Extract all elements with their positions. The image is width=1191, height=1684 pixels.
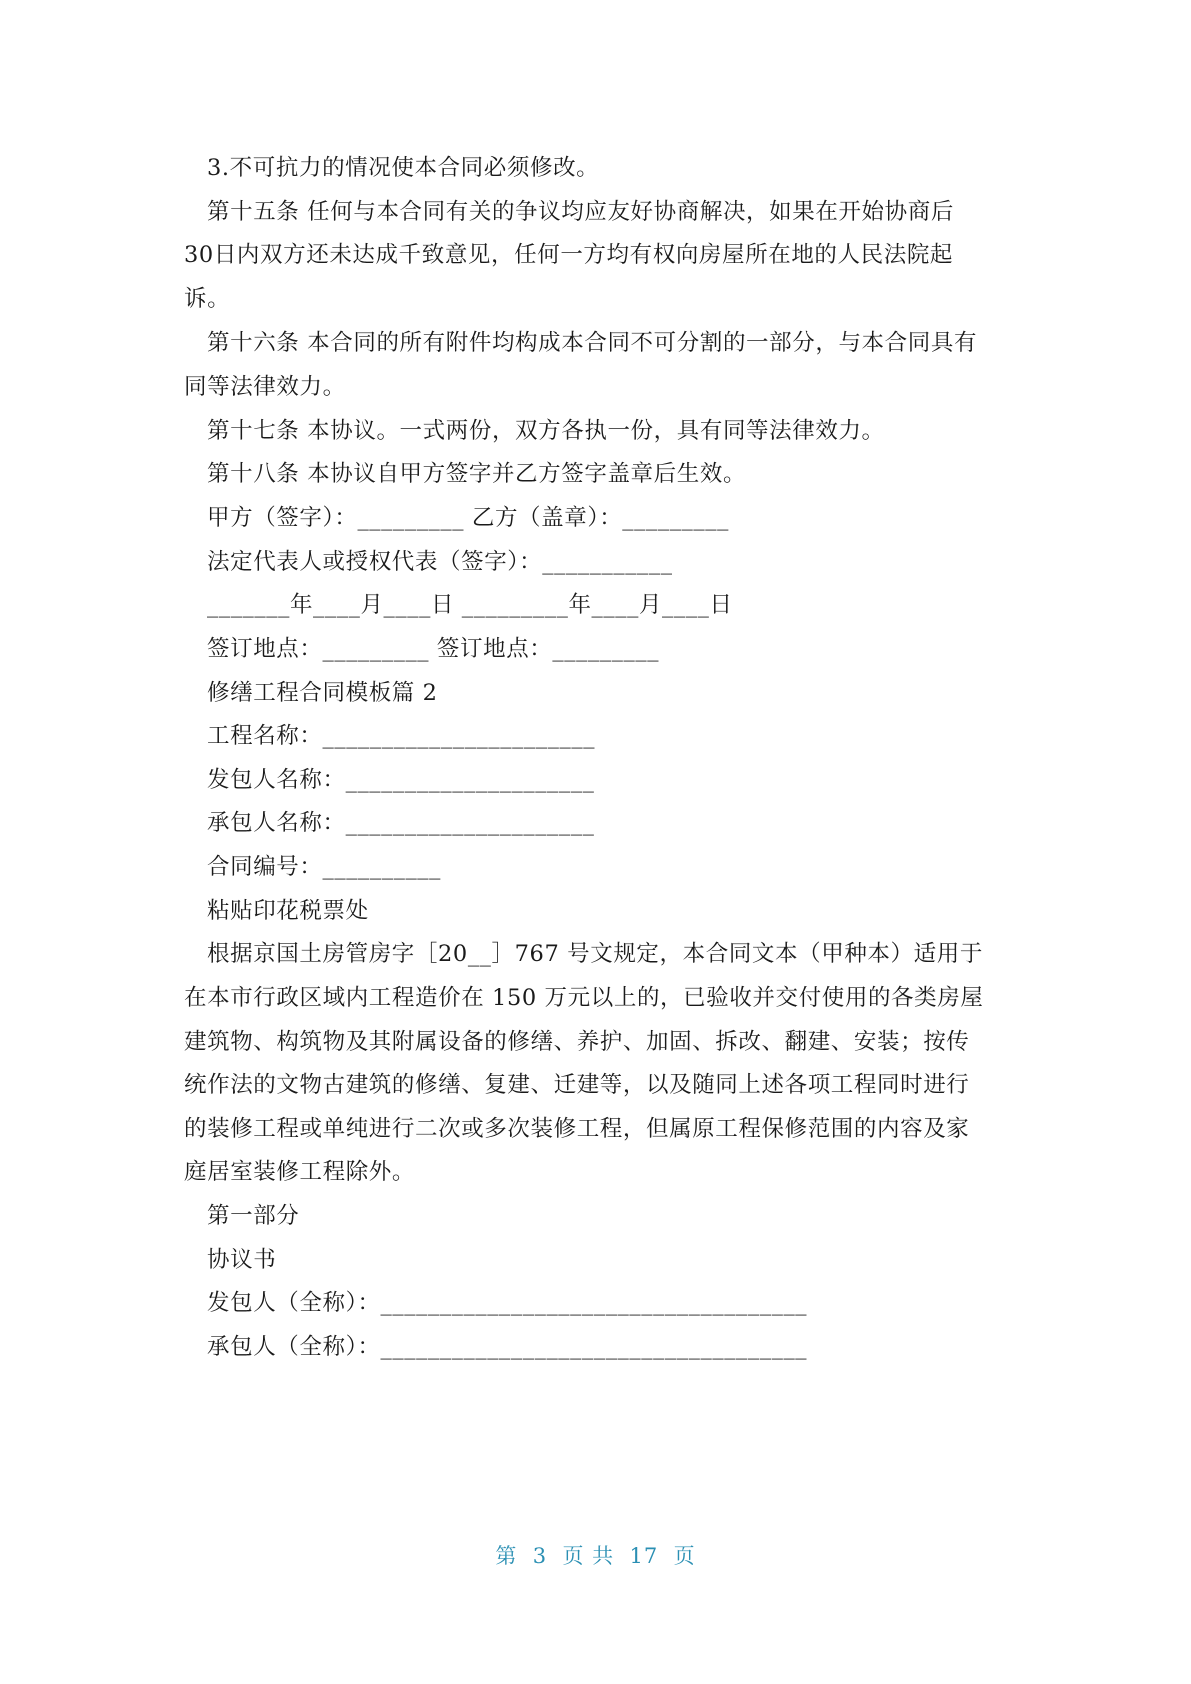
page-number: 第 3 页 共 17 页 [495,1544,696,1568]
text-line: 第十七条 本协议。一式两份，双方各执一份，具有同等法律效力。 [207,418,885,444]
text-line: 在本市行政区域内工程造价在 150 万元以上的，已验收并交付使用的各类房屋 [184,985,984,1011]
date-line: _______年____月____日 _________年____月____日 [207,592,733,618]
text-line: 诉。 [184,286,231,312]
text-line: 第十五条 任何与本合同有关的争议均应友好协商解决，如果在开始协商后 [207,199,954,225]
form-field: 合同编号：__________ [207,854,442,880]
form-field: 发包人名称：_____________________ [207,767,595,793]
section-heading: 协议书 [207,1247,277,1273]
form-field: 承包人名称：_____________________ [207,810,595,836]
text-line: 30日内双方还未达成千致意见，任何一方均有权向房屋所在地的人民法院起 [184,242,954,268]
form-field: 承包人（全称）：____________________________________ [207,1334,808,1360]
signature-line: 法定代表人或授权代表（签字）：___________ [207,549,673,575]
form-field: 工程名称：_______________________ [207,723,596,749]
section-heading: 第一部分 [207,1203,300,1229]
text-line: 的装修工程或单纯进行二次或多次装修工程，但属原工程保修范围的内容及家 [184,1116,970,1142]
text-line: 建筑物、构筑物及其附属设备的修缮、养护、加固、拆改、翻建、安装；按传 [184,1029,970,1055]
text-line: 根据京国土房管房字［20__］767 号文规定，本合同文本（甲种本）适用于 [207,941,983,967]
page-footer [0,1542,1191,1570]
text-line: 同等法律效力。 [184,374,346,400]
text-line: 3.不可抗力的情况使本合同必须修改。 [207,155,600,181]
form-field: 发包人（全称）：____________________________________ [207,1290,808,1316]
text-line: 第十六条 本合同的所有附件均构成本合同不可分割的一部分，与本合同具有 [207,330,978,356]
location-line: 签订地点：_________ 签订地点：_________ [207,636,660,662]
text-line: 第十八条 本协议自甲方签字并乙方签字盖章后生效。 [207,461,747,487]
text-line: 庭居室装修工程除外。 [184,1159,416,1185]
section-title: 修缮工程合同模板篇 2 [207,680,438,706]
signature-line: 甲方（签字）：_________ 乙方（盖章）：_________ [207,505,729,531]
text-line: 统作法的文物古建筑的修缮、复建、迁建等，以及随同上述各项工程同时进行 [184,1072,970,1098]
stamp-note: 粘贴印花税票处 [207,898,369,924]
